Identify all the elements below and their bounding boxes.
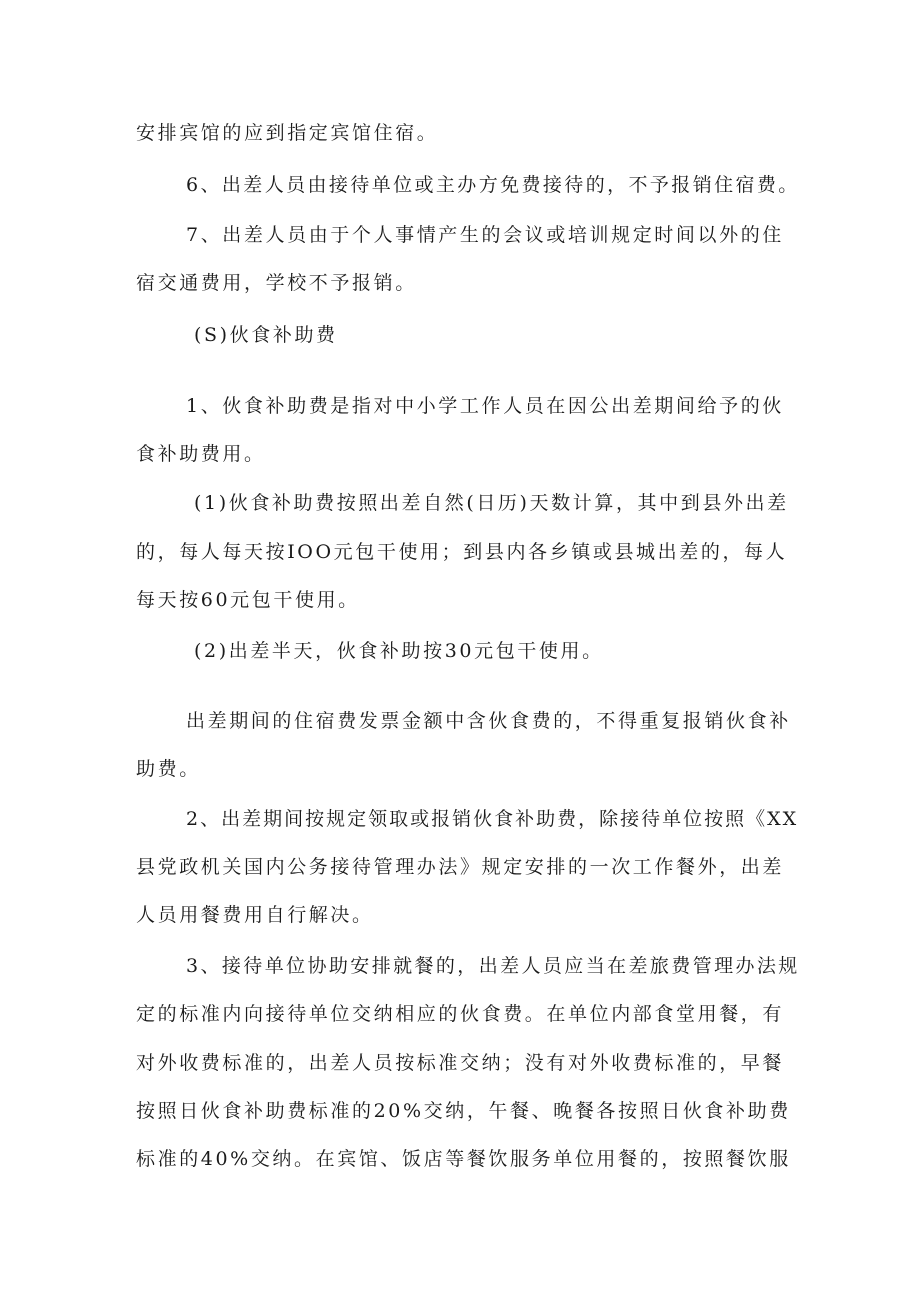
text-line: 的，每人每天按IOO元包干使用；到县内各乡镇或县城出差的，每人 <box>136 541 788 563</box>
text-line: (2)出差半天，伙食补助按30元包干使用。 <box>194 640 604 662</box>
text-line: 人员用餐费用自行解决。 <box>136 904 374 926</box>
text-line: 3、接待单位协助安排就餐的，出差人员应当在差旅费管理办法规 <box>186 955 800 977</box>
section-heading: (S)伙食补助费 <box>194 324 338 346</box>
text-line: 助费。 <box>136 758 201 780</box>
text-line: 出差期间的住宿费发票金额中含伙食费的，不得重复报销伙食补 <box>186 710 791 732</box>
text-line: 1、伙食补助费是指对中小学工作人员在因公出差期间给予的伙 <box>186 395 784 417</box>
text-line: 7、出差人员由于个人事情产生的会议或培训规定时间以外的住 <box>186 224 784 246</box>
text-line: 食补助费用。 <box>136 443 266 465</box>
text-line: 按照日伙食补助费标准的20%交纳，午餐、晚餐各按照日伙食补助费 <box>136 1100 791 1122</box>
text-line: (1)伙食补助费按照出差自然(日历)天数计算，其中到县外出差 <box>194 492 789 514</box>
text-line: 县党政机关国内公务接待管理办法》规定安排的一次工作餐外，出差 <box>136 856 785 878</box>
text-line: 对外收费标准的，出差人员按标准交纳；没有对外收费标准的，早餐 <box>136 1052 785 1074</box>
text-line: 宿交通费用，学校不予报销。 <box>136 272 417 294</box>
text-line: 2、出差期间按规定领取或报销伙食补助费，除接待单位按照《XX <box>186 808 799 830</box>
text-line: 定的标准内向接待单位交纳相应的伙食费。在单位内部食堂用餐，有 <box>136 1003 785 1025</box>
text-line: 标准的40%交纳。在宾馆、饭店等餐饮服务单位用餐的，按照餐饮服 <box>136 1148 791 1170</box>
text-line: 安排宾馆的应到指定宾馆住宿。 <box>136 122 439 144</box>
text-line: 每天按60元包干使用。 <box>136 589 360 611</box>
text-line: 6、出差人员由接待单位或主办方免费接待的，不予报销住宿费。 <box>186 174 800 196</box>
